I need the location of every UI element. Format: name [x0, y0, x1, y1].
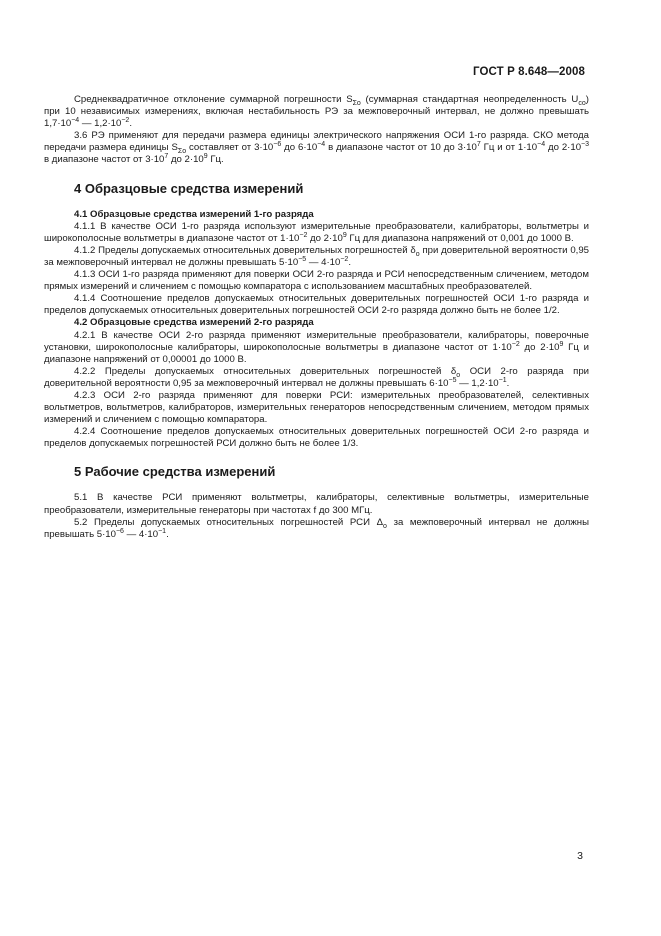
paragraph-4-2-1: 4.2.1 В качестве ОСИ 2-го разряда применяют измерительные преобразователи, калибраторы, поверочные установки, широкополосные калибраторы, широкополосные вольтметры в диапазоне частот от $1\cdot 10^{-2}$ до $2\cdot 10^9$ Гц и диапазоне напряжений от 0,00001 до 1000 В.: [44, 329, 590, 365]
subsection-heading-4-2: 4.2 Образцовые средства измерений 2-го разряда: [74, 317, 314, 329]
paragraph-5-2: 5.2 Пределы допускаемых относительных погрешностей РСИ $\Delta_о$ за межповерочный интервал не должны превышать $5\cdot 10^{-6}$ — $4\cdot 10^{-1}$.: [44, 516, 589, 540]
document-code: ГОСТ Р 8.648—2008: [473, 66, 585, 78]
paragraph-4-1-4: 4.1.4 Соотношение пределов допускаемых относительных доверительных погрешностей ОСИ 1-го разряда и пределов допускаемых относительных доверительных погрешностей ОСИ 2-го разряда должно быть не более 1/2.: [44, 293, 589, 317]
paragraph-4-2-3: 4.2.3 ОСИ 2-го разряда применяют для поверки РСИ: измерительных преобразователей, селективных вольтметров, вольтметров, калибраторов, измерительных генераторов непосредственным сличением, методом прямых измерений и сличением с помощью компаратора.: [44, 389, 589, 426]
paragraph-5-1: 5.1 В качестве РСИ применяют вольтметры, калибраторы, селективные вольтметры, измерительные преобразователи, измерительные генераторы при частотах f до 300 МГц.: [44, 492, 589, 516]
document-body: [44, 94, 589, 541]
paragraph-3-5-cont: Среднеквадратичное отклонение суммарной погрешности $S_{\Sigma о}$ (суммарная стандартная неопределенность $U_{со}$) при 10 независимых измерениях, включая нестабильность РЭ за межповерочный интервал, не должно превышать $1,7\cdot 10^{-4}$ — $1,2\cdot 10^{-2}$.: [44, 94, 589, 130]
page-number: 3: [577, 850, 583, 862]
paragraph-4-2-2: 4.2.2 Пределы допускаемых относительных доверительных погрешностей $\delta_о$ ОСИ 2-го разряда при доверительной вероятности 0,95 за межповерочный интервал не должны превышать $6\cdot 10^{-5}$ — $1,2\cdot 10^{-1}$.: [44, 365, 590, 389]
section-heading-4: 4 Образцовые средства измерений: [74, 180, 304, 196]
section-heading-5: 5 Рабочие средства измерений: [74, 464, 276, 480]
paragraph-4-1-3: 4.1.3 ОСИ 1-го разряда применяют для поверки ОСИ 2-го разряда и РСИ непосредственным сличением, методом прямых измерений и сличением с помощью компаратора с использованием масштабных преобразователей.: [44, 269, 589, 293]
paragraph-3-6: 3.6 РЭ применяют для передачи размера единицы электрического напряжения ОСИ 1-го разряда. СКО метода передачи размера единицы $S_{\Sigma о}$ составляет от $3\cdot 10^{-6}$ до $6\cdot 10^{-4}$ в диапазоне частот от 10 до $3\cdot 10^7$ Гц и от $1\cdot 10^{-4}$ до $2\cdot 10^{-3}$ в диапазоне частот от $3\cdot 10^7$ до $2\cdot 10^9$ Гц.: [44, 130, 590, 166]
paragraph-4-2-4: 4.2.4 Соотношение пределов допускаемых относительных доверительных погрешностей ОСИ 2-го разряда и пределов допускаемых погрешностей РСИ должно быть не более 1/3.: [44, 426, 589, 450]
paragraph-4-1-2: 4.1.2 Пределы допускаемых относительных доверительных погрешностей $\delta_о$ при доверительной вероятности 0,95 за межповерочный интервал не должны превышать $5\cdot 10^{-5}$ — $4\cdot 10^{-2}$.: [44, 244, 590, 268]
paragraph-4-1-1: 4.1.1 В качестве ОСИ 1-го разряда используют измерительные преобразователи, калибраторы, вольтметры и широкополосные вольтметры в диапазоне частот от $1\cdot 10^{-2}$ до $2\cdot 10^9$ Гц для диапазона напряжений от 0,001 до 1000 В.: [44, 220, 589, 244]
subsection-heading-4-1: 4.1 Образцовые средства измерений 1-го разряда: [74, 208, 314, 220]
